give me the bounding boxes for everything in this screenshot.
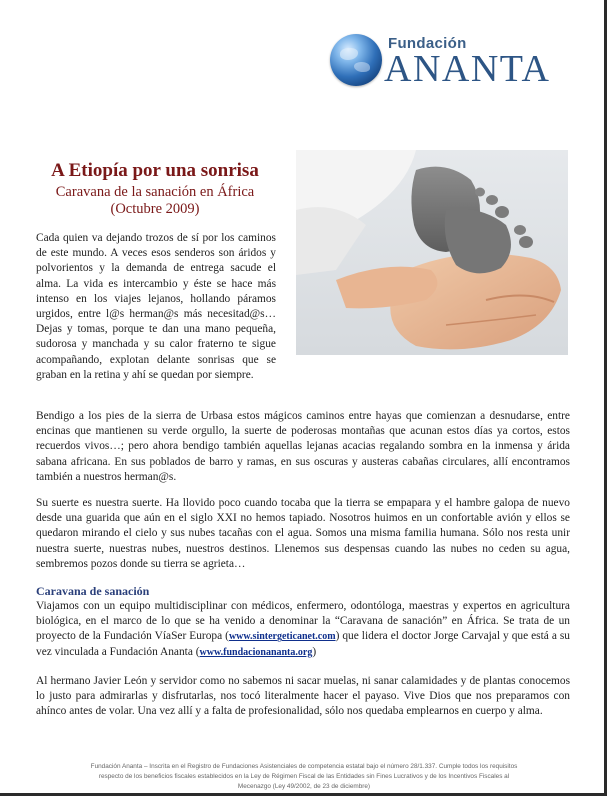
link-fundacionananta[interactable]: www.fundacionananta.org [199,646,313,658]
paragraph-urbasa: Bendigo a los pies de la sierra de Urbasa estos mágicos caminos entre hayas que comienzan a desnudarse, entre encinas que mantienen su verde orgullo, la suerte de poderosas montañas que acunan estos días ya cortos, estos recuerdos vivos…; pero ahora bendigo también aquellas lejanas acacias regalando sombra en la inmensa y árida sabana africana. En sus poblados de barro y ramas, en sus oscuras y austeras cabañas circulares, allí encontramos también a nuestros herman@s. [36,410,570,483]
paragraph-suerte: Su suerte es nuestra suerte. Ha llovido poco cuando tocaba que la tierra se empapara y el hambre galopa de nuevo desde una guarida que aún en el siglo XXI no hemos tapiado. Nosotros huimos en un confortable avión y ellos se quedaron mirando el cielo y sus nubes tacañas con el agua. Somos una misma familia humana. Sólo nos resta unir nuestra suerte, nuestras nubes, nuestros destinos. Llenemos sus despensas cuando las nubes no ceden su agua, sembremos pozos donde su tierra se agrieta… [36,497,570,570]
footer-line-1: Fundación Ananta – Inscrita en el Registro de Fundaciones Asistenciales de competencia estatal bajo el número 28/1.337. Cumple todos los requisitos [90,763,518,770]
globe-icon [330,34,382,86]
paragraph-payaso: Al hermano Javier León y servidor como no sabemos ni sacar muelas, ni sanar calamidades y de plantas conocemos lo justo para admirarlas y disfrutarlas, nos tocó literalmente hacer el payaso. Vive Dios que nos preparamos con ahínco antes de volar. Una vez allí y a falta de profesionalidad, sólo nos quedaba emplearnos en cuerpo y alma. [36,675,570,718]
hands-holding-baby-feet-photo [296,150,568,355]
paragraph-intro: Cada quien va dejando trozos de sí por los caminos de este mundo. A veces esos senderos son áridos y polvorientos y la demanda de entrega sacude el alma. La vida es intercambio y éste se hace más intenso en los viajes lejanos, hollando páramos urgidos, entre l@s herman@s más necesitad@s… Dejas y tomas, porque te dan una mano pequeña, sudorosa y manchada y su calor fraterno te sigue acompañando, explotan delante sonrisas que se graban en la retina y ahí se quedan por siempre. [36,232,276,381]
photo-illustration [296,150,568,355]
footer-line-3: Mecenazgo (Ley 49/2002, de 23 de diciembre) [237,783,371,790]
article-subtitle [30,184,280,218]
paragraph-caravana-part-2: ) que lidera el doctor Jorge Carvajal y que está a su vez vinculada a Fundación Ananta ( [36,630,570,658]
section-heading-caravana: Caravana de sanación [36,584,150,598]
paragraph-caravana-part-3: ) [312,645,317,658]
article-title: A Etiopía por una sonrisa [51,160,259,181]
logo-foundation-label: Fundación [388,35,467,52]
subtitle-line-1: Caravana de la sanación en África [55,184,255,200]
link-sintergeticanet[interactable]: www.sintergeticanet.com [228,631,336,643]
paragraph-caravana [36,599,570,660]
paragraph-caravana-part-1: Viajamos con un equipo multidisciplinar con médicos, enfermero, odontóloga, maestras y expertos en agricultura biológica, en el marco de lo que se ha venido a denominar la “Caravana de sanación” en África. Se trata de un proyecto de la Fundación VíaSer Europa ( [36,600,570,643]
logo-name: ANANTA [384,48,551,90]
footer-line-2: respecto de los beneficios fiscales establecidos en la Ley de Régimen Fiscal de las Entidades sin Fines Lucrativos y de los Incentivos Fiscales al [98,773,510,780]
fundacion-ananta-logo [330,32,570,92]
legal-footer [30,762,578,792]
subtitle-line-2: (Octubre 2009) [110,201,200,217]
